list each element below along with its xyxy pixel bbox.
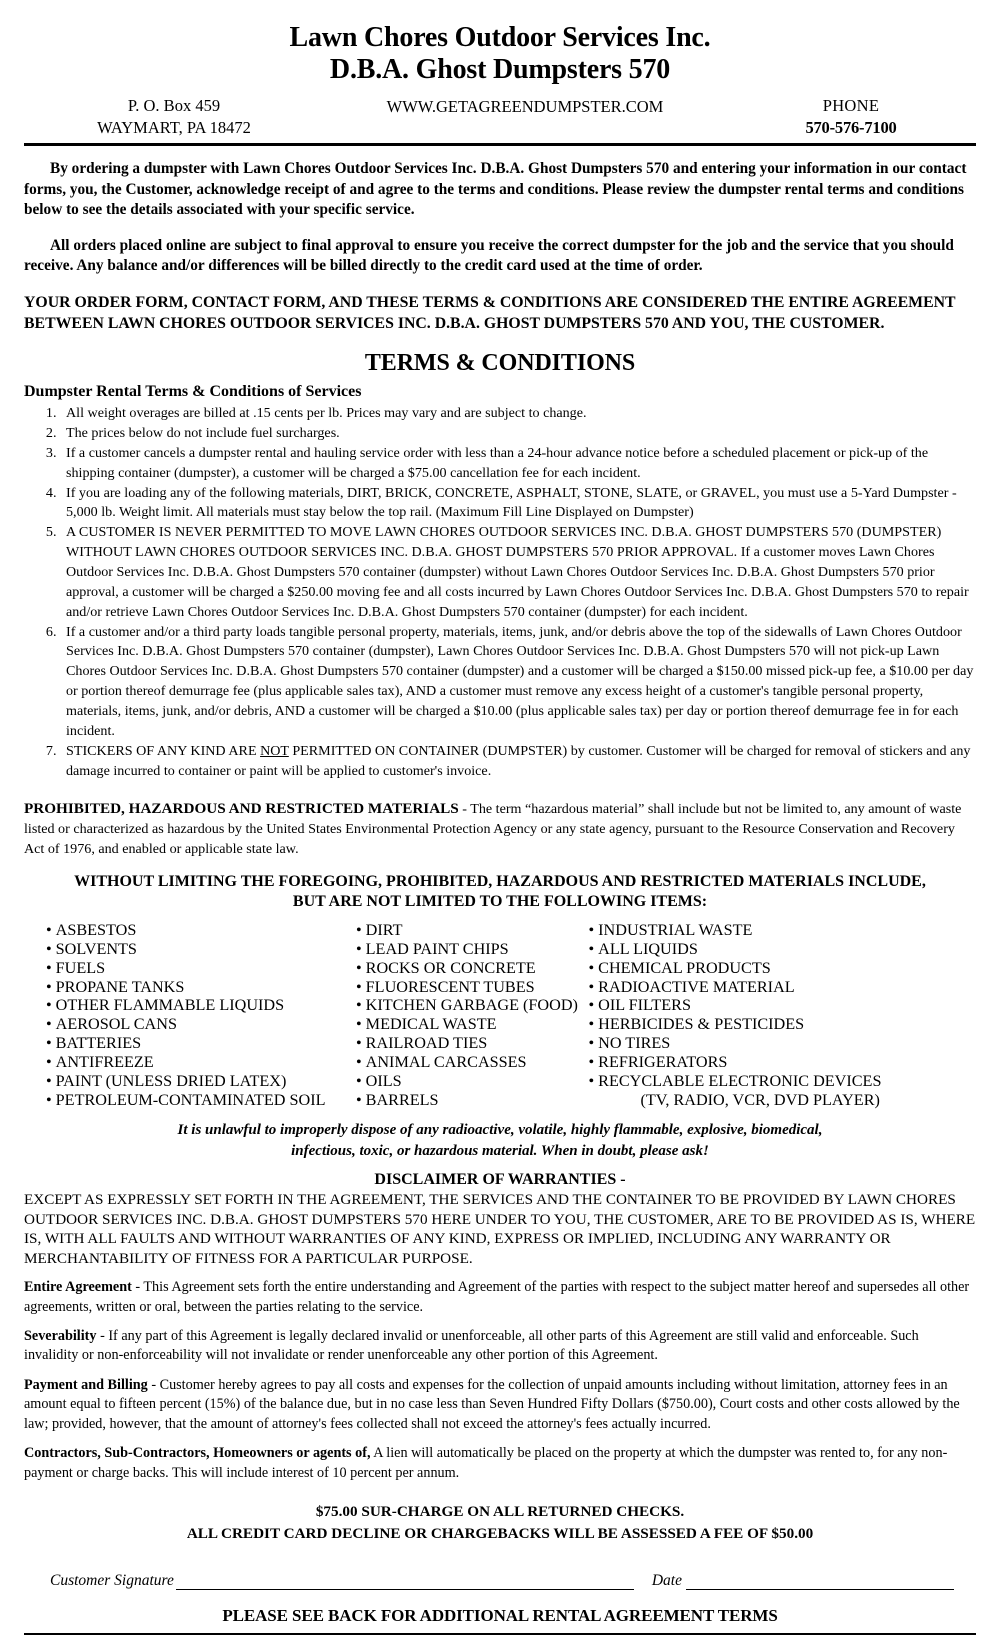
list-item-label: PAINT (UNLESS DRIED LATEX): [55, 1071, 287, 1090]
city-state-zip-line: WAYMART, PA 18472: [97, 117, 251, 137]
bullet-icon: •: [588, 1015, 595, 1034]
bullet-icon: •: [46, 920, 52, 939]
disclaimer-heading: DISCLAIMER OF WARRANTIES -: [374, 1171, 626, 1189]
list-item: [356, 940, 589, 959]
bullet-icon: •: [46, 1090, 52, 1109]
list-item: [589, 1072, 977, 1091]
list-item: [356, 959, 589, 978]
list-item-label: FUELS: [55, 958, 106, 977]
list-item-label: ANTIFREEZE: [55, 1053, 154, 1072]
list-item: [46, 959, 356, 978]
list-item: [356, 1034, 589, 1053]
entire-agreement-notice: YOUR ORDER FORM, CONTACT FORM, AND THESE TERMS & CONDITIONS ARE CONSIDERED THE ENTIRE AGREEMENT BETWEEN LAWN CHORES OUTDOOR SERVICES INC. D.B.A. GHOST DUMPSTERS 570 AND YOU, THE CUSTOMER.: [24, 294, 956, 332]
unlawful-note-line-1: It is unlawful to improperly dispose of any radioactive, volatile, highly flammable, explosive, biomedical,: [177, 1121, 823, 1138]
bullet-icon: •: [46, 977, 52, 996]
list-item: [589, 1034, 977, 1053]
clause-text: - If any part of this Agreement is legally declared invalid or unenforceable, all other parts of this Agreement are still valid and enforceable. Such invalidity or non-enforceability will not invalidate or render unenforceable any other portion of this Agreement.: [24, 1328, 919, 1364]
list-item-label: ALL LIQUIDS: [598, 939, 698, 958]
bullet-icon: •: [46, 1071, 52, 1090]
list-item-label: OILS: [365, 1071, 402, 1090]
prohibited-materials-heading: PROHIBITED, HAZARDOUS AND RESTRICTED MATERIALS: [24, 800, 459, 818]
bullet-icon: •: [356, 996, 362, 1015]
list-item-label: PETROLEUM-CONTAMINATED SOIL: [55, 1090, 326, 1109]
stickers-text-part-b: PERMITTED ON CONTAINER (DUMPSTER) by customer. Customer will be charged for removal of stickers and any damage incurred to container or paint will be applied to customer's invoice.: [66, 742, 971, 779]
bullet-icon: •: [46, 1015, 52, 1034]
disclaimer-body: EXCEPT AS EXPRESSLY SET FORTH IN THE AGREEMENT, THE SERVICES AND THE CONTAINER TO BE PROVIDED BY LAWN CHORES OUTDOOR SERVICES INC. D.B.A. GHOST DUMPSTERS 570 HERE UNDER TO YOU, THE CUSTOMER, ARE TO BE PROVIDED AS IS, WHERE IS, WITH ALL FAULTS AND WITHOUT WARRANTIES OF ANY KIND, EXPRESS OR IMPLIED, INCLUDING ANY WARRANTY OR MERCHANTABILITY OF FITNESS FOR A PARTICULAR PURPOSE.: [24, 1191, 976, 1267]
list-item: [46, 1034, 356, 1053]
list-item-label: REFRIGERATORS: [598, 1053, 728, 1072]
list-item: [356, 996, 589, 1015]
bullet-icon: •: [356, 1090, 362, 1109]
list-item: [46, 1091, 356, 1110]
date-field[interactable]: [686, 1575, 954, 1590]
fee-notices: [24, 1501, 976, 1545]
list-item: [589, 996, 977, 1015]
list-item-label: OIL FILTERS: [598, 996, 691, 1015]
clause-entire-agreement: [24, 1278, 976, 1317]
prohibited-materials-columns: [24, 921, 976, 1110]
page-title: TERMS & CONDITIONS: [364, 350, 636, 377]
list-item: [46, 978, 356, 997]
bullet-icon: •: [356, 920, 362, 939]
clause-payment-and-billing: [24, 1376, 976, 1434]
list-item-label: MEDICAL WASTE: [365, 1015, 497, 1034]
phone-number: 570-576-7100: [805, 117, 897, 137]
unlawful-note-line-2: infectious, toxic, or hazardous material. When in doubt, please ask!: [291, 1142, 709, 1159]
bullet-icon: •: [46, 958, 52, 977]
chargeback-fee-line: ALL CREDIT CARD DECLINE OR CHARGEBACKS WILL BE ASSESSED A FEE OF $50.00: [186, 1525, 814, 1543]
list-item: [46, 921, 356, 940]
list-item-label: NO TIRES: [598, 1034, 671, 1053]
signature-row: [24, 1572, 976, 1590]
website-address: WWW.GETAGREENDUMPSTER.COM: [386, 96, 664, 116]
prohibited-materials-paragraph: [24, 798, 976, 859]
list-item-label: CHEMICAL PRODUCTS: [598, 958, 771, 977]
unlawful-disposal-note: [24, 1120, 976, 1163]
list-item: 2. The prices below do not include fuel surcharges.: [60, 424, 976, 444]
list-item-label: DIRT: [365, 920, 403, 939]
list-item-label: ANIMAL CARCASSES: [365, 1053, 527, 1072]
po-box-line: P. O. Box 459: [127, 95, 221, 115]
list-item: [589, 1015, 977, 1034]
prohibited-materials-text: - The term “hazardous material” shall include but not be limited to, any amount of waste listed or characterized as hazardous by the United States Environmental Protection Agency or any state agency, pursuant to the Resource Conservation and Recovery Act of 1976, and enabled or applicable state law.: [24, 801, 962, 857]
list-item-stickers: [60, 742, 976, 782]
list-item: [356, 978, 589, 997]
materials-column-1: [24, 921, 356, 1110]
list-item-label: RECYCLABLE ELECTRONIC DEVICES: [598, 1071, 882, 1090]
bullet-icon: •: [356, 1034, 362, 1053]
clause-contractors-lien: [24, 1444, 976, 1483]
letterhead-contact-row: [24, 95, 976, 139]
list-item: [589, 940, 977, 959]
bullet-icon: •: [588, 1071, 595, 1090]
clause-text: A lien will automatically be placed on the property at which the dumpster was rented to, for any non-payment or charge backs. This will include interest of 10 percent per annum.: [24, 1445, 948, 1481]
date-label: Date: [651, 1572, 682, 1590]
footer-divider-rule: [24, 1633, 976, 1635]
mailing-address-block: [24, 95, 324, 139]
list-item-label: RADIOACTIVE MATERIAL: [598, 977, 795, 996]
company-letterhead-title: [24, 22, 976, 86]
company-name-line-2: D.B.A. Ghost Dumpsters 570: [329, 53, 671, 85]
list-item: [589, 978, 977, 997]
list-item-label: ASBESTOS: [55, 920, 137, 939]
bullet-icon: •: [356, 1071, 362, 1090]
electronic-devices-subnote: (TV, RADIO, VCR, DVD PLAYER): [640, 1090, 880, 1109]
bullet-icon: •: [46, 996, 52, 1015]
bullet-icon: •: [46, 939, 52, 958]
bullet-icon: •: [356, 958, 362, 977]
list-item: [589, 921, 977, 940]
list-item-label: AEROSOL CANS: [55, 1015, 177, 1034]
bullet-icon: •: [588, 958, 595, 977]
list-item: [356, 1072, 589, 1091]
clause-label: Payment and Billing: [24, 1376, 148, 1393]
without-limiting-heading: [24, 872, 976, 912]
list-item: [589, 959, 977, 978]
list-item: [589, 1053, 977, 1072]
clause-label: Entire Agreement: [24, 1279, 132, 1296]
materials-column-2: [356, 921, 589, 1110]
bullet-icon: •: [46, 1034, 52, 1053]
list-item: [46, 1072, 356, 1091]
bullet-icon: •: [588, 977, 595, 996]
bullet-icon: •: [356, 1053, 362, 1072]
without-limiting-line-2: BUT ARE NOT LIMITED TO THE FOLLOWING ITEMS:: [292, 892, 708, 910]
list-item-label: KITCHEN GARBAGE (FOOD): [365, 996, 578, 1015]
bullet-icon: •: [356, 1015, 362, 1034]
list-item: [46, 940, 356, 959]
list-item: 1. All weight overages are billed at .15 cents per lb. Prices may vary and are subject to change.: [60, 404, 976, 424]
bullet-icon: •: [588, 1053, 595, 1072]
list-item-label: PROPANE TANKS: [55, 977, 185, 996]
bullet-icon: •: [356, 939, 362, 958]
clause-text: - Customer hereby agrees to pay all costs and expenses for the collection of unpaid amounts including without limitation, attorney fees in an amount equal to fifteen percent (15%) of the balance due, but in no case less than Seven Hundred Fifty Dollars ($750.00), Court costs and other costs allowed by the law; provided, however, that the amount of attorney's fees collected shall not exceed the attorney's fees actually incurred.: [24, 1376, 960, 1432]
list-item-label: SOLVENTS: [55, 939, 137, 958]
list-item: 4. If you are loading any of the following materials, DIRT, BRICK, CONCRETE, ASPHALT, STONE, SLATE, or GRAVEL, you must use a 5-Yard Dumpster - 5,000 lb. Weight limit. All materials must stay below the top rail. (Maximum Fill Line Displayed on Dumpster): [60, 484, 976, 524]
subsection-title: Dumpster Rental Terms & Conditions of Services: [24, 383, 362, 401]
list-item-label: BARRELS: [365, 1090, 439, 1109]
stickers-text-part-a: STICKERS OF ANY KIND ARE: [66, 742, 261, 759]
customer-signature-label: Customer Signature: [50, 1572, 174, 1590]
list-item-label: INDUSTRIAL WASTE: [598, 920, 753, 939]
bullet-icon: •: [46, 1053, 52, 1072]
list-item-label: RAILROAD TIES: [365, 1034, 488, 1053]
bullet-icon: •: [588, 996, 595, 1015]
clause-text: - This Agreement sets forth the entire understanding and Agreement of the parties with respect to the subject matter hereof and supersedes all other agreements, written or oral, between the parties relating to the service.: [24, 1279, 970, 1315]
list-item: 6. If a customer and/or a third party loads tangible personal property, materials, items, junk, and/or debris above the top of the sidewalls of Lawn Chores Outdoor Services Inc. D.B.A. Ghost Dumpsters 570 container (dumpster), Lawn Chores Outdoor Services Inc. D.B.A. Ghost Dumpsters 570 will not pick-up Lawn Chores Outdoor Services Inc. D.B.A. Ghost Dumpsters 570 container (dumpster) and a customer will be charged a $150.00 missed pick-up fee, a $10.00 per day or portion thereof demurrage fee (plus applicable sales tax), AND a customer must remove any excess height of a customer's tangible personal property, materials, items, junk, and/or debris, AND a customer will be charged a $10.00 (plus applicable sales tax) per day or portion thereof demurrage fee in for each incident.: [60, 623, 976, 742]
intro-paragraph-1: By ordering a dumpster with Lawn Chores Outdoor Services Inc. D.B.A. Ghost Dumpsters 570 and entering your information in our contact forms, you, the Customer, acknowledge receipt of and agree to the terms and conditions. Please review the dumpster rental terms and conditions below to see the details associated with your specific service.: [24, 160, 967, 218]
list-item-label: OTHER FLAMMABLE LIQUIDS: [55, 996, 285, 1015]
bullet-icon: •: [588, 920, 595, 939]
clause-label: Severability: [24, 1328, 97, 1344]
header-divider-rule: [24, 143, 976, 146]
phone-label: PHONE: [822, 95, 880, 115]
bullet-icon: •: [356, 977, 362, 996]
materials-column-3: [589, 921, 977, 1110]
list-item-label: LEAD PAINT CHIPS: [365, 939, 509, 958]
list-item: [356, 1015, 589, 1034]
list-item-label: BATTERIES: [55, 1034, 142, 1053]
list-item: [46, 1015, 356, 1034]
clause-severability: [24, 1327, 976, 1366]
customer-signature-field[interactable]: [176, 1575, 634, 1590]
list-item-label: ROCKS OR CONCRETE: [365, 958, 536, 977]
list-item: 5. A CUSTOMER IS NEVER PERMITTED TO MOVE LAWN CHORES OUTDOOR SERVICES INC. D.B.A. GHOST DUMPSTERS 570 (DUMPSTER) WITHOUT LAWN CHORES OUTDOOR SERVICES INC. D.B.A. GHOST DUMPSTERS 570 PRIOR APPROVAL. If a customer moves Lawn Chores Outdoor Services Inc. D.B.A. Ghost Dumpsters 570 container (dumpster) without Lawn Chores Outdoor Services Inc. D.B.A. Ghost Dumpsters 570 prior approval, a customer will be charged a $250.00 moving fee and all costs incurred by Lawn Chores Outdoor Services Inc. D.B.A. Ghost Dumpsters 570 to repair and/or retrieve Lawn Chores Outdoor Services Inc. D.B.A. Ghost Dumpsters 570 container (dumpster) for each incident.: [60, 523, 976, 622]
list-item: [46, 996, 356, 1015]
terms-list: [24, 404, 976, 781]
clause-label: Contractors, Sub-Contractors, Homeowners or agents of,: [24, 1445, 371, 1462]
list-item-label: HERBICIDES & PESTICIDES: [598, 1015, 805, 1034]
intro-paragraph-2: All orders placed online are subject to final approval to ensure you receive the correct dumpster for the job and the service that you should receive. Any balance and/or differences will be billed directly to the credit card used at the time of order.: [24, 236, 954, 275]
list-item: [356, 921, 589, 940]
returned-check-fee-line: $75.00 SUR-CHARGE ON ALL RETURNED CHECKS.: [315, 1503, 685, 1521]
bullet-icon: •: [588, 1034, 595, 1053]
without-limiting-line-1: WITHOUT LIMITING THE FOREGOING, PROHIBITED, HAZARDOUS AND RESTRICTED MATERIALS INCLUDE,: [74, 872, 926, 890]
company-name-line-1: Lawn Chores Outdoor Services Inc.: [289, 22, 711, 53]
list-item: 3. If a customer cancels a dumpster rental and hauling service order with less than a 24-hour advance notice before a scheduled placement or pick-up of the shipping container (dumpster), a customer will be charged a $75.00 cancellation fee for each incident.: [60, 444, 976, 484]
list-item: [356, 1053, 589, 1072]
stickers-not-underlined: NOT: [260, 742, 289, 759]
bullet-icon: •: [588, 939, 595, 958]
list-item: [356, 1091, 589, 1110]
list-item: [46, 1053, 356, 1072]
phone-block: [726, 95, 976, 139]
list-item-label: FLUORESCENT TUBES: [365, 977, 535, 996]
footer-note: PLEASE SEE BACK FOR ADDITIONAL RENTAL AGREEMENT TERMS: [222, 1606, 778, 1626]
